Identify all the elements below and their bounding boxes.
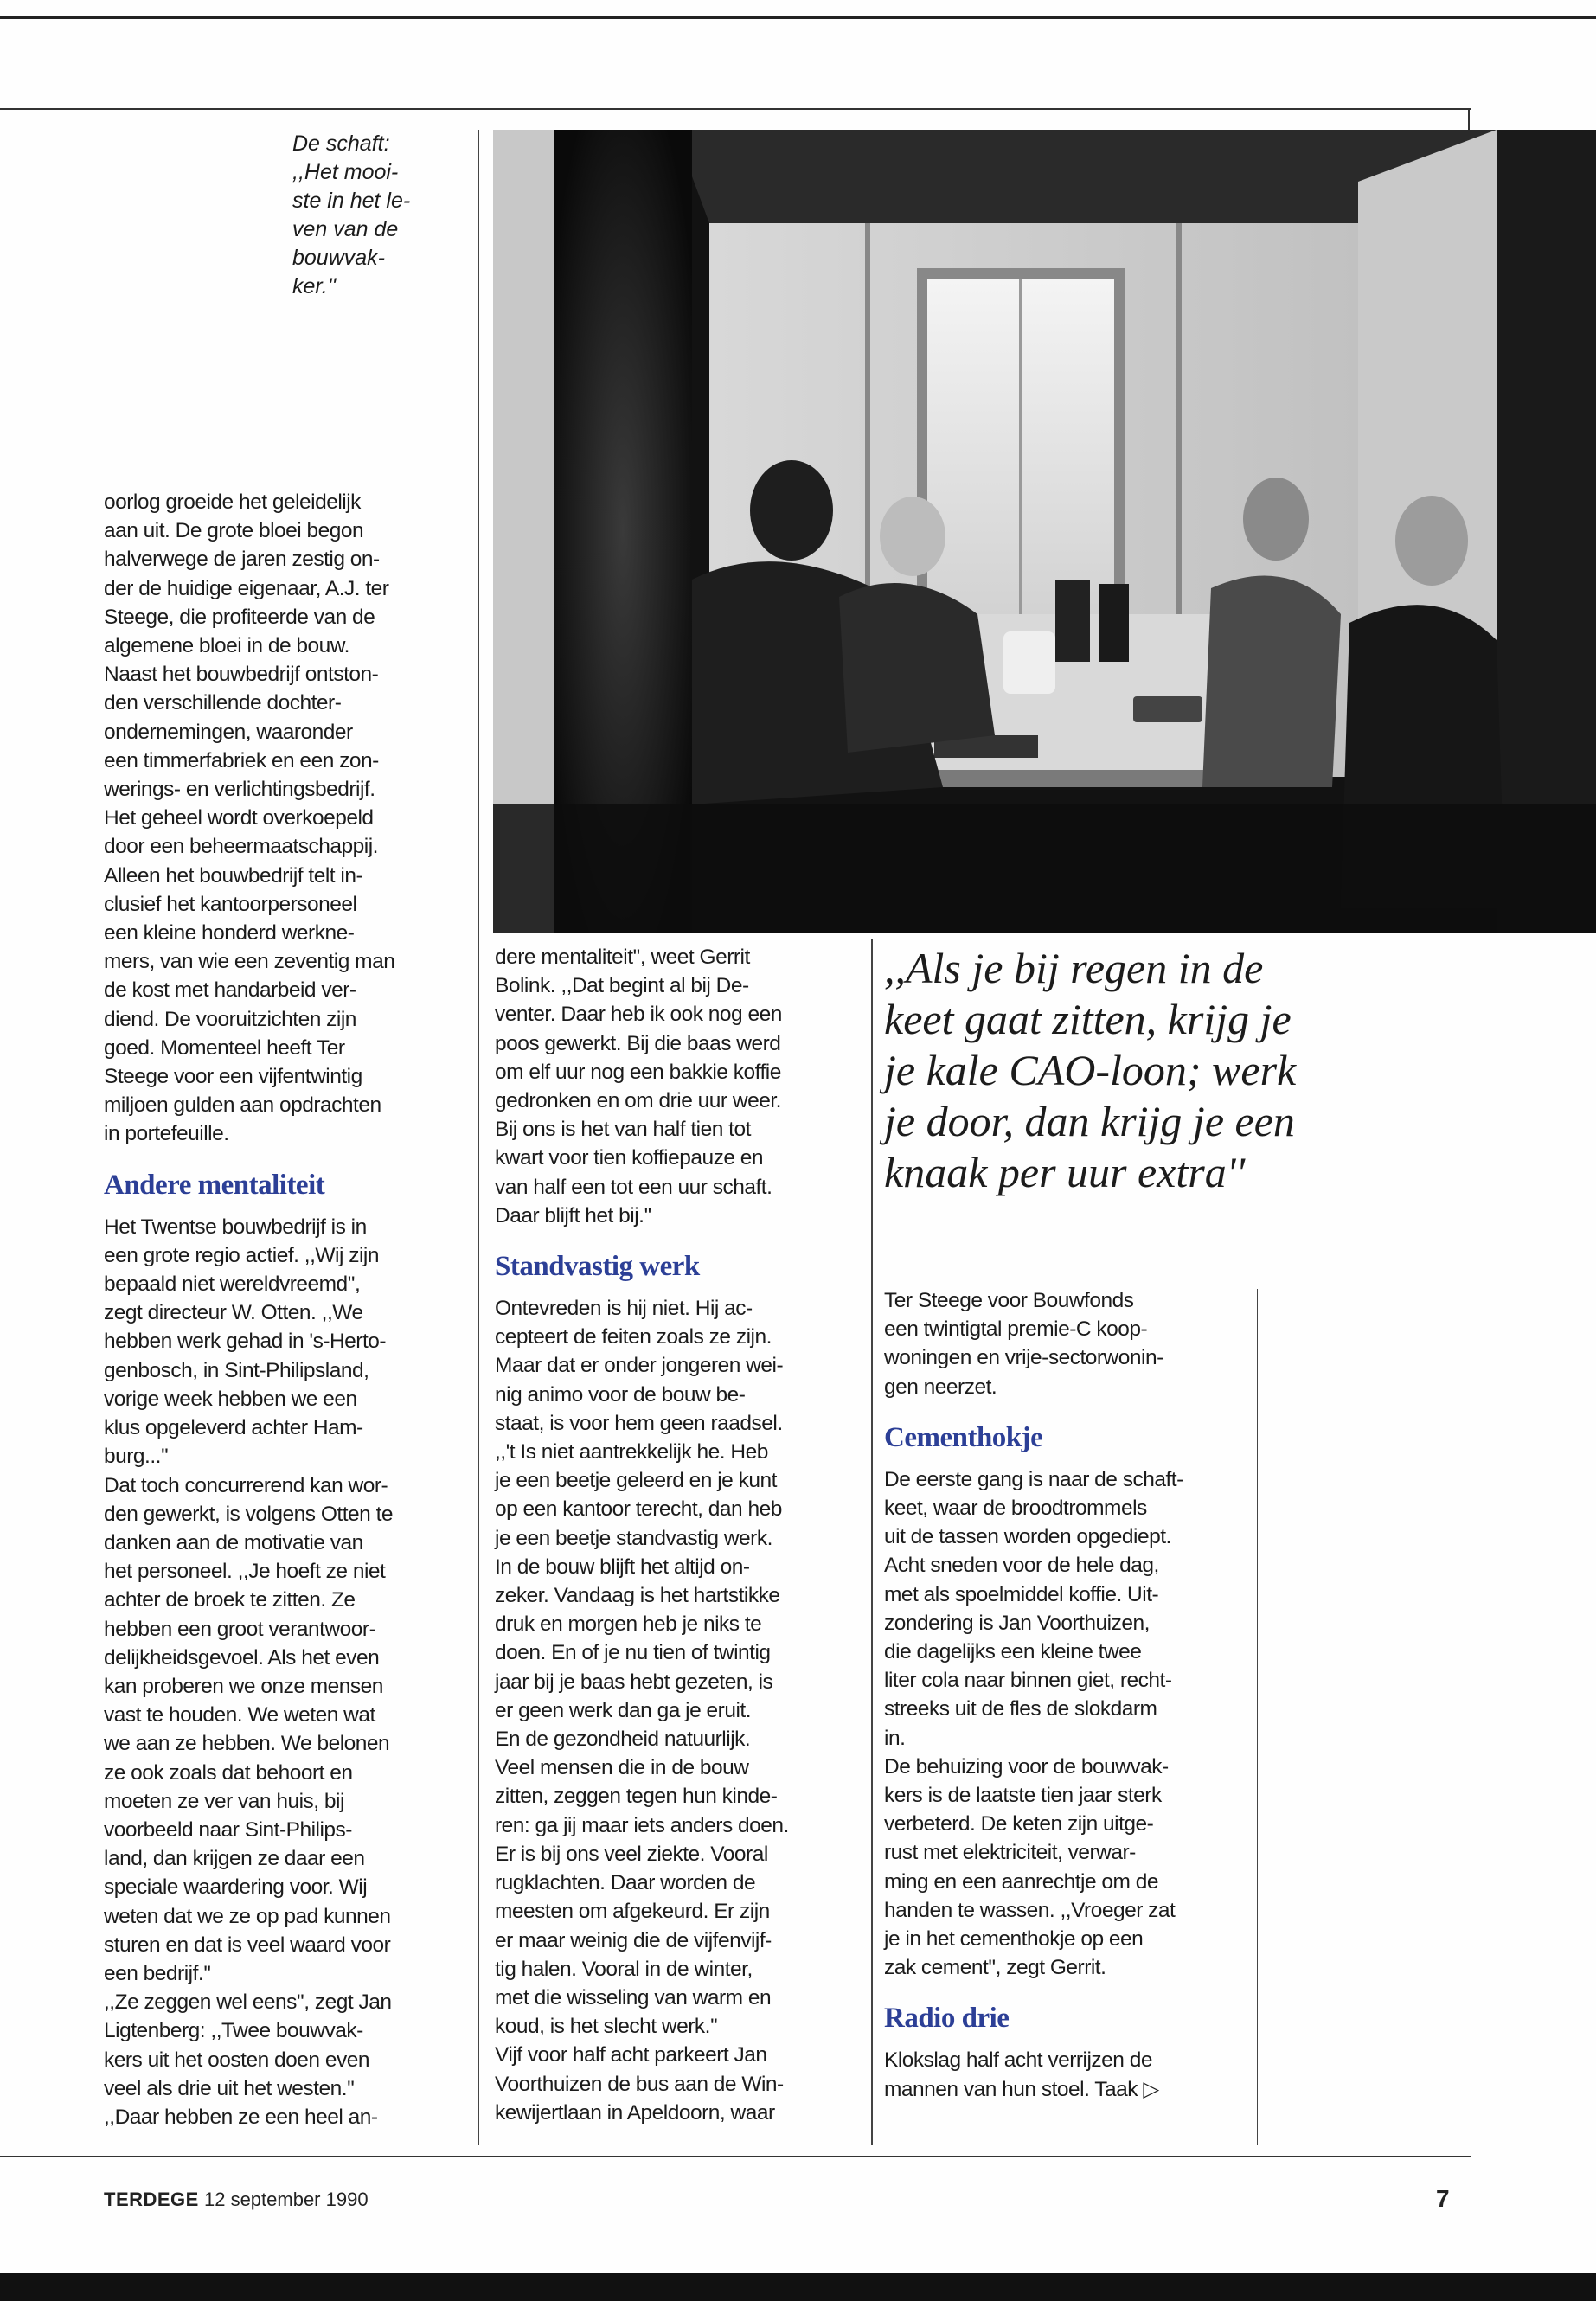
caption-line: ven van de [292,217,399,241]
caption-line: bouwvak- [292,246,385,270]
text-line: Klokslag half acht verrijzen de [884,2048,1152,2073]
text-line: aan uit. De grote bloei begon [104,519,364,543]
text-line: sturen en dat is veel waard voor [104,1932,391,1957]
text-line: ,,Ze zeggen wel eens'', zegt Jan [104,1990,392,2015]
text-line: de kost met handarbeid ver- [104,978,356,1003]
text-line: diend. De vooruitzichten zijn [104,1007,356,1031]
photo-icon [493,130,1596,933]
col1-paragraph-2 [104,1213,467,2132]
text-line: halverwege de jaren zestig on- [104,548,380,572]
page-number: 7 [1436,2185,1450,2212]
text-line: Er is bij ons veel ziekte. Vooral [495,1842,768,1866]
text-line: Veel mensen die in de bouw [495,1756,749,1780]
text-line: om elf uur nog een bakkie koffie [495,1060,781,1084]
publication-name: TERDEGE [104,2189,199,2210]
top-border [0,16,1596,19]
text-line: mers, van wie een zeventig man [104,950,395,974]
text-line: voorbeeld naar Sint-Philips- [104,1817,352,1842]
subhead-cementhokje: Cementhokje [884,1421,1043,1453]
text-line: Bolink. ,,Dat begint al bij De- [495,974,749,998]
text-line: klus opgeleverd achter Ham- [104,1416,363,1440]
text-line: cepteert de feiten zoals ze zijn. [495,1325,772,1349]
bottom-border [0,2273,1596,2301]
text-line: je een beetje standvastig werk. [495,1526,772,1550]
text-line: kers is de laatste tien jaar sterk [884,1784,1162,1808]
caption-line: ste in het le- [292,189,411,213]
text-line: rugklachten. Daar worden de [495,1871,756,1895]
text-line: kewijertlaan in Apeldoorn, waar [495,2100,775,2125]
subhead-standvastig-werk: Standvastig werk [495,1251,700,1283]
text-line: een grote regio actief. ,,Wij zijn [104,1243,379,1267]
text-line: staat, is voor hem geen raadsel. [495,1411,783,1435]
text-line: gen neerzet. [884,1375,997,1399]
column-3 [884,1286,1252,2104]
footer-publication [104,2189,369,2211]
text-line: zegt directeur W. Otten. ,,We [104,1301,363,1325]
text-line: moeten ze ver van huis, bij [104,1789,344,1813]
column-1 [104,488,467,2131]
column-divider-1 [478,130,479,2145]
text-line: miljoen gulden aan opdrachten [104,1093,381,1118]
text-line: streeks uit de fles de slokdarm [884,1697,1157,1721]
text-line: mannen van hun stoel. Taak ▷ [884,2077,1159,2101]
text-line: van half een tot een uur schaft. [495,1175,772,1199]
text-line: achter de broek te zitten. Ze [104,1588,356,1612]
text-line: ,,Daar hebben ze een heel an- [104,2105,378,2129]
text-line: in. [884,1726,906,1750]
text-line: liter cola naar binnen giet, recht- [884,1669,1172,1693]
text-line: kan proberen we onze mensen [104,1674,383,1698]
pull-quote-line: ,,Als je bij regen in de [884,944,1264,992]
text-line: handen te wassen. ,,Vroeger zat [884,1898,1176,1922]
text-line: doen. En of je nu tien of twintig [495,1641,771,1665]
text-line: jaar bij je baas hebt gezeten, is [495,1670,773,1694]
text-line: verbeterd. De keten zijn uitge- [884,1812,1154,1836]
col2-paragraph-2 [495,1294,858,2127]
text-line: woningen en vrije-sectorwonin- [884,1346,1163,1370]
photo-workers-break [493,130,1596,933]
text-line: poos gewerkt. Bij die baas werd [495,1031,781,1055]
text-line: Voorthuizen de bus aan de Win- [495,2072,784,2096]
caption-line: ,,Het mooi- [292,160,399,184]
text-line: der de huidige eigenaar, A.J. ter [104,576,389,600]
text-line: het personeel. ,,Je hoeft ze niet [104,1560,386,1584]
text-line: speciale waardering voor. Wij [104,1875,368,1900]
footer-rule [0,2156,1471,2157]
text-line: Alleen het bouwbedrijf telt in- [104,863,363,888]
pull-quote-line: keet gaat zitten, krijg je [884,995,1292,1043]
text-line: rust met elektriciteit, verwar- [884,1841,1136,1865]
col3-paragraph-2 [884,1465,1252,1983]
text-line: Ontevreden is hij niet. Hij ac- [495,1297,753,1321]
text-line: Het Twentse bouwbedrijf is in [104,1215,367,1239]
text-line: goed. Momenteel heeft Ter [104,1035,345,1060]
text-line: met als spoelmiddel koffie. Uit- [884,1582,1159,1606]
text-line: clusief het kantoorpersoneel [104,892,357,916]
pull-quote-line: je kale CAO-loon; werk [884,1046,1297,1094]
text-line: Ter Steege voor Bouwfonds [884,1289,1134,1312]
text-line: genbosch, in Sint-Philipsland, [104,1358,369,1382]
col3-paragraph-1 [884,1286,1252,1401]
text-line: dere mentaliteit'', weet Gerrit [495,945,750,969]
text-line: op een kantoor terecht, dan heb [495,1497,782,1522]
text-line: die dagelijks een kleine twee [884,1640,1142,1664]
text-line: den gewerkt, is volgens Otten te [104,1502,393,1526]
column-divider-3 [1257,1289,1258,2145]
text-line: zondering is Jan Voorthuizen, [884,1611,1150,1635]
text-line: De eerste gang is naar de schaft- [884,1467,1183,1491]
text-line: ,,'t Is niet aantrekkelijk he. Heb [495,1440,768,1465]
text-line: door een beheermaatschappij. [104,835,378,859]
text-line: kers uit het oosten doen even [104,2048,369,2072]
text-line: zitten, zeggen tegen hun kinde- [495,1785,778,1809]
caption-line: ker.'' [292,274,337,298]
subhead-radio-drie: Radio drie [884,2003,1010,2035]
column-2 [495,943,858,2127]
text-line: ren: ga jij maar iets anders doen. [495,1813,789,1837]
text-line: koud, is het slecht werk.'' [495,2015,718,2039]
text-line: tig halen. Vooral in de winter, [495,1957,753,1981]
text-line: Bij ons is het van half tien tot [495,1118,751,1142]
text-line: Dat toch concurrerend kan wor- [104,1473,388,1497]
text-line: gedronken en om drie uur weer. [495,1089,781,1113]
text-line: De behuizing voor de bouwvak- [884,1754,1169,1779]
col3-paragraph-3 [884,2046,1252,2103]
text-line: een twintigtal premie-C koop- [884,1317,1148,1342]
text-line: Vijf voor half acht parkeert Jan [495,2043,767,2067]
text-line: een timmerfabriek en een zon- [104,748,379,772]
text-line: Steege, die profiteerde van de [104,605,375,629]
text-line: zak cement'', zegt Gerrit. [884,1956,1106,1980]
text-line: den verschillende dochter- [104,691,342,715]
text-line: ondernemingen, waaronder [104,720,353,744]
text-line: delijkheidsgevoel. Als het even [104,1645,380,1670]
text-line: je in het cementhokje op een [884,1927,1144,1952]
text-line: land, dan krijgen ze daar een [104,1847,365,1871]
text-line: burg...'' [104,1445,169,1469]
text-line: vast te houden. We weten wat [104,1703,375,1727]
caption-line: De schaft: [292,131,390,156]
text-line: Acht sneden voor de hele dag, [884,1554,1159,1578]
pull-quote [884,943,1403,1198]
publication-date: 12 september 1990 [203,2189,369,2210]
text-line: in portefeuille. [104,1122,229,1146]
text-line: keet, waar de broodtrommels [884,1497,1147,1521]
text-line: venter. Daar heb ik ook nog een [495,1003,782,1027]
text-line: In de bouw blijft het altijd on- [495,1554,750,1579]
text-line: En de gezondheid natuurlijk. [495,1727,751,1752]
text-line: hebben werk gehad in 's-Herto- [104,1330,387,1354]
text-line: zeker. Vandaag is het hartstikke [495,1584,780,1608]
text-line: een kleine honderd werkne- [104,921,355,945]
text-line: hebben een groot verantwoor- [104,1617,376,1641]
text-line: Maar dat er onder jongeren wei- [495,1354,784,1378]
text-line: Ligtenberg: ,,Twee bouwvak- [104,2019,363,2043]
text-line: werings- en verlichtingsbedrijf. [104,778,375,802]
column-divider-2 [871,939,873,2145]
text-line: algemene bloei in de bouw. [104,634,349,658]
text-line: Steege voor een vijfentwintig [104,1065,362,1089]
text-line: oorlog groeide het geleidelijk [104,490,361,514]
pull-quote-line: je door, dan krijg je een [884,1097,1295,1145]
text-line: meesten om afgekeurd. Er zijn [495,1900,770,1924]
text-line: danken aan de motivatie van [104,1530,363,1554]
text-line: ze ook zoals dat behoort en [104,1760,353,1785]
text-line: Het geheel wordt overkoepeld [104,806,374,830]
text-line: er maar weinig die de vijfenvijf- [495,1928,772,1952]
text-line: een bedrijf.'' [104,1961,211,1985]
subhead-andere-mentaliteit: Andere mentaliteit [104,1169,325,1201]
text-line: ming en een aanrechtje om de [884,1869,1158,1894]
col1-paragraph-1 [104,488,467,1149]
text-line: nig animo voor de bouw be- [495,1382,746,1407]
text-line: Naast het bouwbedrijf ontston- [104,663,379,687]
text-line: Daar blijft het bij.'' [495,1203,651,1227]
text-line: er geen werk dan ga je eruit. [495,1698,752,1722]
text-line: bepaald niet wereldvreemd'', [104,1272,361,1297]
text-line: je een beetje geleerd en je kunt [495,1469,777,1493]
col2-paragraph-1 [495,943,858,1230]
header-rule [0,108,1471,110]
pull-quote-line: knaak per uur extra'' [884,1148,1246,1196]
text-line: met die wisseling van warm en [495,1985,772,2009]
text-line: we aan ze hebben. We belonen [104,1732,390,1756]
text-line: uit de tassen worden opgediept. [884,1525,1171,1549]
text-line: vorige week hebben we een [104,1387,357,1411]
text-line: druk en morgen heb je niks te [495,1612,762,1637]
text-line: kwart voor tien koffiepauze en [495,1146,764,1170]
photo-caption [292,130,465,301]
text-line: veel als drie uit het westen.'' [104,2076,355,2100]
text-line: weten dat we ze op pad kunnen [104,1904,391,1928]
